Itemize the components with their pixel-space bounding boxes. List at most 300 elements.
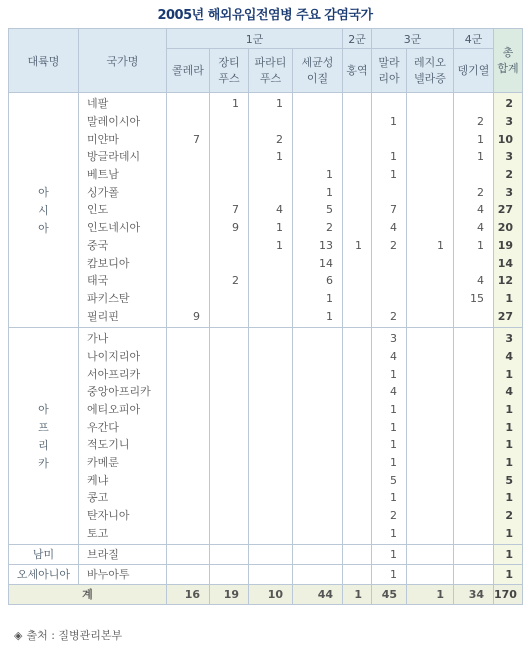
value-cell [167,166,210,184]
country-cell: 인도네시아 [79,219,167,237]
row-total-cell: 4 [494,383,523,401]
table-row [9,525,523,545]
country-cell: 파키스탄 [79,290,167,308]
country-cell: 인도 [79,201,167,219]
value-cell [343,436,372,454]
value-cell [210,148,249,166]
value-cell [343,201,372,219]
value-cell [454,565,494,585]
value-cell: 1 [372,454,407,472]
country-cell: 바누아투 [79,565,167,585]
table-row [9,254,523,272]
value-cell [407,471,454,489]
value-cell [343,471,372,489]
value-cell [293,525,343,545]
value-cell: 1 [293,166,343,184]
value-cell: 2 [454,113,494,131]
value-cell [210,401,249,419]
table-row [9,183,523,201]
row-total-cell: 1 [494,489,523,507]
value-cell: 9 [167,307,210,327]
table-row [9,272,523,290]
header-disease: 장티 푸스 [210,49,249,93]
value-cell [249,525,293,545]
value-cell: 5 [372,471,407,489]
value-cell [249,507,293,525]
value-cell [249,290,293,308]
value-cell [167,148,210,166]
value-cell [167,219,210,237]
value-cell: 5 [293,201,343,219]
header-group2: 2군 [343,29,372,49]
value-cell [454,254,494,272]
table-row [9,130,523,148]
value-cell: 2 [372,507,407,525]
header-disease: 뎅기열 [454,49,494,93]
value-cell [210,471,249,489]
table-row [9,565,523,585]
value-cell [210,183,249,201]
value-cell [210,307,249,327]
value-cell [407,436,454,454]
value-cell [167,454,210,472]
country-cell: 브라질 [79,545,167,565]
value-cell [167,113,210,131]
value-cell [293,545,343,565]
value-cell [167,272,210,290]
value-cell: 4 [454,219,494,237]
value-cell [407,113,454,131]
value-cell [210,254,249,272]
value-cell: 2 [454,183,494,201]
value-cell [249,401,293,419]
country-cell: 중앙아프리카 [79,383,167,401]
value-cell [454,166,494,184]
value-cell [167,418,210,436]
value-cell [249,307,293,327]
value-cell [167,365,210,383]
value-cell [343,507,372,525]
value-cell [210,113,249,131]
value-cell [343,183,372,201]
value-cell: 13 [293,237,343,255]
value-cell [407,454,454,472]
value-cell [293,365,343,383]
country-cell: 방글라데시 [79,148,167,166]
value-cell [407,307,454,327]
country-cell: 싱가폴 [79,183,167,201]
value-cell [343,365,372,383]
table-row [9,348,523,366]
value-cell [249,436,293,454]
country-cell: 미얀마 [79,130,167,148]
value-cell [407,290,454,308]
value-cell [407,201,454,219]
value-cell [343,348,372,366]
value-cell [407,93,454,113]
value-cell [343,418,372,436]
value-cell [167,565,210,585]
value-cell [210,383,249,401]
value-cell [454,454,494,472]
row-total-cell: 5 [494,471,523,489]
value-cell [454,307,494,327]
country-cell: 가나 [79,327,167,347]
value-cell [293,454,343,472]
value-cell [249,565,293,585]
value-cell [343,113,372,131]
value-cell [210,545,249,565]
value-cell: 7 [167,130,210,148]
value-cell [343,272,372,290]
value-cell [343,290,372,308]
country-cell: 토고 [79,525,167,545]
value-cell [293,471,343,489]
value-cell [454,365,494,383]
value-cell [343,545,372,565]
table-row [9,507,523,525]
value-cell [293,436,343,454]
value-cell [407,254,454,272]
row-total-cell: 4 [494,348,523,366]
value-cell: 15 [454,290,494,308]
value-cell [167,183,210,201]
value-cell [407,272,454,290]
value-cell [343,327,372,347]
value-cell [343,166,372,184]
table-row [9,383,523,401]
grand-total-cell: 170 [494,585,523,605]
country-cell: 캄보디아 [79,254,167,272]
value-cell [454,93,494,113]
value-cell [293,507,343,525]
value-cell [372,130,407,148]
header-total: 총 합계 [494,29,523,93]
value-cell: 4 [372,219,407,237]
value-cell [210,565,249,585]
table-row [9,454,523,472]
row-total-cell: 1 [494,436,523,454]
row-total-cell: 1 [494,365,523,383]
value-cell [372,183,407,201]
value-cell [249,113,293,131]
table-row [9,365,523,383]
value-cell: 1 [454,130,494,148]
header-region: 대륙명 [9,29,79,93]
totals-value-cell: 10 [249,585,293,605]
country-cell: 콩고 [79,489,167,507]
value-cell [210,166,249,184]
country-cell: 탄자니아 [79,507,167,525]
value-cell [454,401,494,419]
region-cell: 아 프 리 카 [9,327,79,544]
row-total-cell: 1 [494,565,523,585]
value-cell [249,166,293,184]
country-cell: 적도기니 [79,436,167,454]
value-cell: 6 [293,272,343,290]
page-title: 2005년 해외유입전염병 주요 감염국가 [157,8,373,23]
row-total-cell: 1 [494,454,523,472]
row-total-cell: 3 [494,148,523,166]
value-cell: 1 [454,148,494,166]
value-cell [454,489,494,507]
value-cell [249,183,293,201]
value-cell [454,348,494,366]
value-cell: 1 [249,219,293,237]
row-total-cell: 3 [494,183,523,201]
header-disease: 파라티 푸스 [249,49,293,93]
totals-value-cell: 44 [293,585,343,605]
value-cell [407,401,454,419]
value-cell: 1 [372,166,407,184]
country-cell: 중국 [79,237,167,255]
row-total-cell: 10 [494,130,523,148]
value-cell [210,489,249,507]
row-total-cell: 2 [494,166,523,184]
value-cell [343,307,372,327]
row-total-cell: 19 [494,237,523,255]
source-note [14,627,122,643]
value-cell: 1 [372,365,407,383]
value-cell [454,525,494,545]
value-cell [343,148,372,166]
value-cell: 1 [293,290,343,308]
value-cell: 2 [372,307,407,327]
value-cell [249,383,293,401]
country-cell: 베트남 [79,166,167,184]
value-cell: 14 [293,254,343,272]
value-cell [454,507,494,525]
row-total-cell: 2 [494,507,523,525]
header-country: 국가명 [79,29,167,93]
table-row [9,166,523,184]
value-cell [249,454,293,472]
row-total-cell: 27 [494,201,523,219]
header-disease: 콜레라 [167,49,210,93]
country-cell: 우간다 [79,418,167,436]
value-cell [210,365,249,383]
value-cell [293,113,343,131]
table-header [9,29,523,93]
value-cell [249,365,293,383]
table-body [9,93,523,605]
value-cell [343,525,372,545]
value-cell [407,183,454,201]
value-cell: 1 [372,489,407,507]
value-cell [210,348,249,366]
country-cell: 카메룬 [79,454,167,472]
header-group1: 1군 [167,29,343,49]
table-row [9,219,523,237]
infection-country-table [8,28,523,605]
value-cell [249,545,293,565]
table-row [9,401,523,419]
value-cell [249,272,293,290]
value-cell [293,93,343,113]
value-cell: 1 [372,565,407,585]
value-cell [249,327,293,347]
value-cell [343,383,372,401]
row-total-cell: 1 [494,418,523,436]
totals-value-cell: 1 [407,585,454,605]
value-cell [407,525,454,545]
value-cell [249,254,293,272]
value-cell: 1 [249,93,293,113]
region-cell: 남미 [9,545,79,565]
row-total-cell: 1 [494,545,523,565]
value-cell [210,418,249,436]
value-cell [167,93,210,113]
value-cell: 1 [293,183,343,201]
table-row [9,290,523,308]
value-cell [407,166,454,184]
value-cell [454,418,494,436]
value-cell [454,545,494,565]
value-cell [407,148,454,166]
value-cell [454,471,494,489]
value-cell: 2 [372,237,407,255]
value-cell: 1 [343,237,372,255]
table-row [9,545,523,565]
value-cell [210,130,249,148]
totals-value-cell: 45 [372,585,407,605]
value-cell [293,401,343,419]
country-cell: 네팔 [79,93,167,113]
value-cell [293,418,343,436]
value-cell [210,507,249,525]
value-cell: 1 [249,237,293,255]
header-disease: 레지오 넬라증 [407,49,454,93]
header-disease: 말라 리아 [372,49,407,93]
table-row [9,418,523,436]
value-cell: 1 [372,525,407,545]
value-cell: 1 [372,148,407,166]
row-total-cell: 1 [494,401,523,419]
value-cell: 1 [372,545,407,565]
value-cell [293,327,343,347]
value-cell [210,525,249,545]
country-cell: 나이지리아 [79,348,167,366]
header-disease: 세균성 이질 [293,49,343,93]
value-cell [249,471,293,489]
value-cell [343,565,372,585]
value-cell: 1 [372,401,407,419]
value-cell [293,565,343,585]
value-cell [454,327,494,347]
value-cell [210,327,249,347]
value-cell: 1 [210,93,249,113]
value-cell [407,489,454,507]
header-group3: 3군 [372,29,454,49]
value-cell [293,383,343,401]
value-cell: 1 [454,237,494,255]
value-cell [454,436,494,454]
value-cell [407,418,454,436]
value-cell: 1 [372,436,407,454]
value-cell [249,489,293,507]
row-total-cell: 27 [494,307,523,327]
region-cell: 아 시 아 [9,93,79,328]
value-cell [372,272,407,290]
table-row [9,237,523,255]
value-cell [167,290,210,308]
value-cell [167,436,210,454]
value-cell [343,93,372,113]
table-row [9,93,523,113]
value-cell [249,418,293,436]
table-row [9,201,523,219]
value-cell [167,348,210,366]
value-cell: 9 [210,219,249,237]
value-cell [167,401,210,419]
value-cell [167,525,210,545]
value-cell [407,507,454,525]
value-cell [407,565,454,585]
totals-row [9,585,523,605]
row-total-cell: 20 [494,219,523,237]
value-cell [343,401,372,419]
table-row [9,113,523,131]
value-cell [167,383,210,401]
value-cell [210,454,249,472]
value-cell [407,383,454,401]
value-cell [407,545,454,565]
table-row [9,489,523,507]
value-cell: 1 [372,113,407,131]
value-cell: 4 [249,201,293,219]
row-total-cell: 2 [494,93,523,113]
value-cell: 1 [372,418,407,436]
value-cell: 7 [210,201,249,219]
value-cell [454,383,494,401]
value-cell [372,93,407,113]
row-total-cell: 3 [494,327,523,347]
value-cell [293,489,343,507]
value-cell [249,348,293,366]
totals-value-cell: 19 [210,585,249,605]
row-total-cell: 14 [494,254,523,272]
table-row [9,327,523,347]
value-cell [210,436,249,454]
value-cell: 2 [210,272,249,290]
value-cell [343,130,372,148]
header-group4: 4군 [454,29,494,49]
country-cell: 서아프리카 [79,365,167,383]
totals-value-cell: 1 [343,585,372,605]
value-cell [407,219,454,237]
value-cell [407,348,454,366]
diamond-bullet-icon: ◈ [14,629,23,642]
value-cell [167,237,210,255]
header-disease: 홍역 [343,49,372,93]
region-cell: 오세아니아 [9,565,79,585]
value-cell: 7 [372,201,407,219]
totals-label: 계 [9,585,167,605]
value-cell [372,290,407,308]
table-row [9,148,523,166]
value-cell [407,365,454,383]
value-cell [167,327,210,347]
value-cell [210,290,249,308]
value-cell [293,148,343,166]
value-cell [343,219,372,237]
totals-value-cell: 34 [454,585,494,605]
value-cell [293,348,343,366]
value-cell [293,130,343,148]
value-cell: 4 [372,348,407,366]
value-cell [407,130,454,148]
value-cell [343,454,372,472]
